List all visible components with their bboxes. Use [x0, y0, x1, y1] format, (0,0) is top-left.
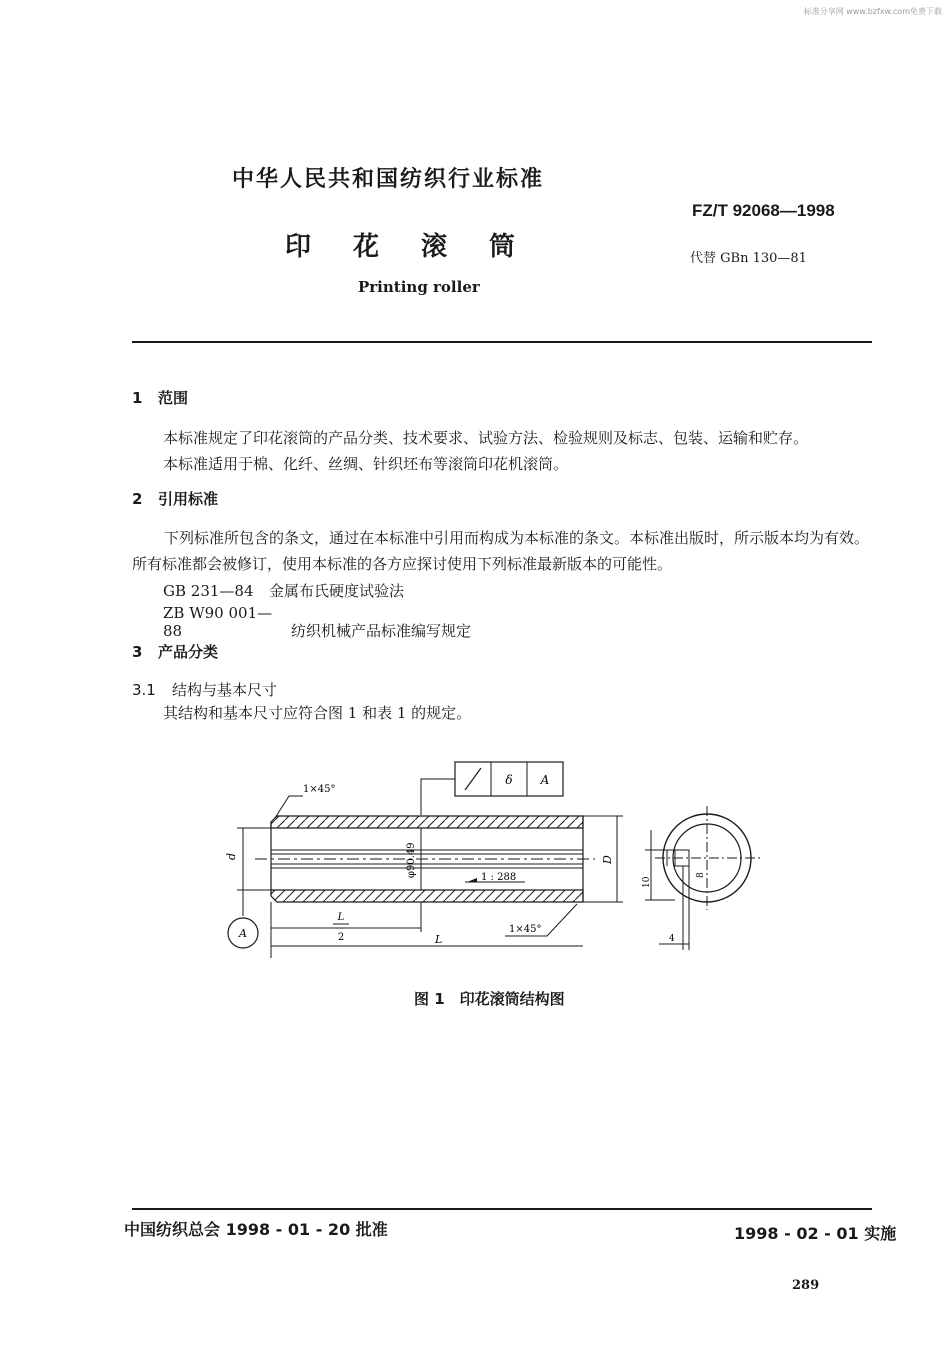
section-2-heading [132, 488, 218, 509]
half-length-numerator: L [337, 912, 345, 923]
paragraph: 本标准适用于棉、化纤、丝绸、针织坯布等滚筒印花机滚筒。 [163, 455, 569, 473]
section-3-heading [132, 641, 218, 662]
tolerance-datum: A [540, 773, 550, 787]
page-number: 289 [792, 1278, 820, 1293]
tolerance-frame [421, 762, 563, 815]
section-1-heading [132, 387, 188, 408]
figure-caption: 图 1 印花滚筒结构图 [414, 990, 565, 1008]
key-depth-label: 10 [642, 876, 652, 888]
section-number: 1 [132, 389, 143, 407]
paragraph: 本标准规定了印花滚筒的产品分类、技术要求、试验方法、检验规则及标志、包装、运输和贮存。 [163, 429, 809, 447]
subsection-3-1-heading [132, 679, 277, 700]
roller-end-view [642, 806, 761, 950]
section-number: 3 [132, 643, 143, 661]
footer-rule [132, 1208, 872, 1210]
roller-structure-drawing [215, 750, 775, 970]
half-length-denominator: 2 [337, 932, 345, 943]
reference-title: 金属布氏硬度试验法 [269, 582, 405, 600]
reference-code: ZB W90 001—88 [163, 604, 273, 640]
section-title: 产品分类 [158, 643, 219, 661]
key-width-label: 8 [696, 872, 706, 878]
standard-title: 中华人民共和国纺织行业标准 [232, 167, 545, 192]
watermark: 标准分享网 www.bzfxw.com免费下载 [803, 7, 942, 16]
paragraph: 其结构和基本尺寸应符合图 1 和表 1 的规定。 [163, 704, 472, 722]
header-rule [132, 341, 872, 343]
issuer-approval: 中国纺织总会 1998 - 01 - 20 批准 [124, 1220, 388, 1239]
datum-label: A [239, 927, 247, 940]
length-label: L [435, 933, 443, 946]
key-offset-label: 4 [669, 934, 675, 944]
roller-section [255, 816, 595, 902]
reference-item [163, 604, 471, 641]
subsection-title: 结构与基本尺寸 [172, 681, 278, 699]
replaces-note: 代替 GBn 130—81 [690, 251, 807, 266]
section-title: 范围 [158, 389, 189, 407]
subsection-number: 3.1 [132, 681, 156, 699]
paragraph: 下列标准所包含的条文，通过在本标准中引用而构成为本标准的条文。本标准出版时，所示版本均为有效。所有标准都会被修订，使用本标准的各方应探讨使用下列标准最新版本的可能性。 [132, 529, 870, 573]
bore-diameter-label: φ90.49 [406, 842, 417, 878]
reference-code: GB 231—84 [163, 582, 254, 600]
chamfer-label-bottom: 1×45° [509, 924, 542, 935]
reference-title: 纺织机械产品标准编写规定 [291, 622, 472, 640]
chamfer-label-top: 1×45° [303, 784, 336, 795]
document-subtitle: Printing roller [358, 278, 480, 296]
section-number: 2 [132, 490, 143, 508]
inner-diameter-label: d [225, 852, 238, 860]
effective-date: 1998 - 02 - 01 实施 [734, 1224, 897, 1243]
taper-label: 1 : 288 [481, 872, 517, 883]
section-title: 引用标准 [158, 490, 219, 508]
reference-item [163, 580, 404, 601]
tolerance-value: δ [505, 773, 513, 787]
outer-diameter-label: D [601, 855, 614, 864]
document-title: 印花滚筒 [285, 232, 558, 262]
standard-number: FZ/T 92068—1998 [692, 201, 835, 220]
